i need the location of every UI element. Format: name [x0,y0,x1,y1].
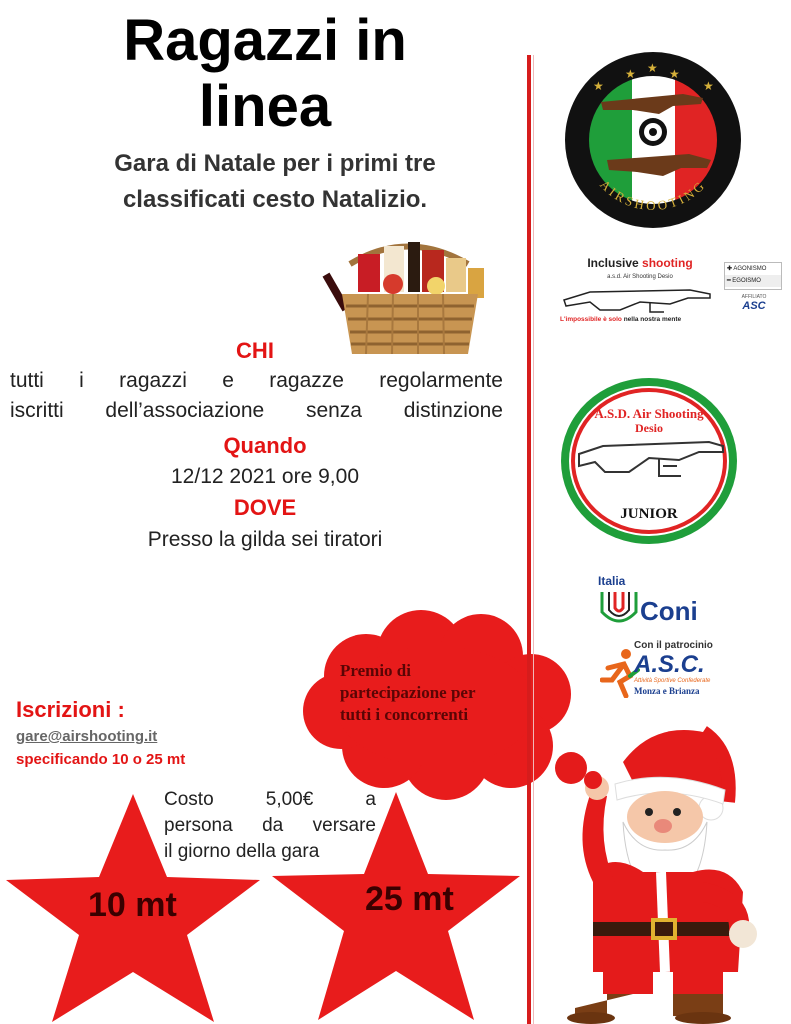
specify-distance: specificando 10 o 25 mt [16,751,186,768]
airshooting-logo [563,50,743,230]
inclusive-motto-b: nella nostra mente [623,316,682,323]
asc-small-logo [734,294,774,320]
dove-heading: DOVE [233,495,297,520]
inclusive-title-b: shooting [642,256,693,270]
agonismo-box: ✚ AGONISMO ━ EGOISMO [724,262,782,290]
event-date: 12/12 2021 ore 9,00 [171,465,359,488]
christmas-basket-image [318,224,498,359]
inclusive-shooting-logo [560,256,720,336]
svg-text:★: ★ [647,61,658,75]
cost-line-3: il giorno della gara [164,841,320,862]
title-line-1: Ragazzi in [123,8,407,73]
star-25mt-label: 25 mt [365,880,454,918]
junior-city: Desio [635,421,663,435]
email-link[interactable]: gare@airshooting.it [16,728,158,745]
subtitle-line-2: classificati cesto Natalizio. [122,186,428,213]
cloud-line-3: tutti i concorrenti [340,705,469,724]
svg-text:★: ★ [703,79,714,93]
chi-heading: CHI [236,338,274,363]
airshooting-arc-text: AIRSHOOTING [597,176,709,214]
coni-logo [598,574,718,634]
junior-title: A.S.D. Air Shooting [594,406,704,421]
cloud-line-1: Premio di [340,661,411,680]
title-line-2: linea [198,74,332,139]
chi-description [10,366,503,426]
asc-small-label: ASC [742,300,766,312]
chi-line-1: tutti i ragazzi e ragazze regolarmente [10,369,503,392]
rifle-outline-icon [560,280,720,316]
event-place: Presso la gilda sei tiratori [147,528,383,551]
junior-label: JUNIOR [620,506,678,522]
cost-line-2: persona da versare [164,815,376,836]
agonismo-label: AGONISMO [733,266,767,272]
vertical-divider-shade [533,55,534,1024]
asc-monza-logo [600,640,720,700]
cloud-text [340,660,540,726]
svg-text:★: ★ [669,67,680,81]
santa-claus-illustration [553,722,783,1024]
patrocinio-label: Con il patrocinio [634,640,713,651]
coni-label: Coni [640,596,698,626]
inclusive-title-a: Inclusive [587,256,639,270]
coni-stripes-icon [598,590,640,624]
cost-line-1: Costo 5,00€ a [164,789,376,810]
affiliato-label: AFFILIATO [741,294,767,300]
coni-italia: Italia [598,574,626,588]
vertical-divider [527,55,531,1024]
subtitle-line-1: Gara di Natale per i primi tre [114,150,436,177]
inclusive-motto-a: L'impossibile è solo [560,316,622,323]
svg-text:★: ★ [625,67,636,81]
junior-logo [559,376,739,546]
asc-description: Attività Sportive Confederate [634,678,711,684]
star-10mt-label: 10 mt [88,886,177,924]
quando-heading: Quando [223,433,307,458]
asc-region: Monza e Brianza [634,686,700,696]
egoismo-label: EGOISMO [732,278,761,284]
chi-line-2: iscritti dell’associazione senza distinzione [10,399,503,422]
page-title [20,8,510,140]
inclusive-subtitle: a.s.d. Air Shooting Desio [607,274,673,280]
svg-text:★: ★ [593,79,604,93]
cloud-line-2: partecipazione per [340,683,476,702]
subtitle [40,146,510,218]
iscrizioni-label: Iscrizioni : [16,697,125,722]
asc-big-label: A.S.C. [634,651,705,678]
